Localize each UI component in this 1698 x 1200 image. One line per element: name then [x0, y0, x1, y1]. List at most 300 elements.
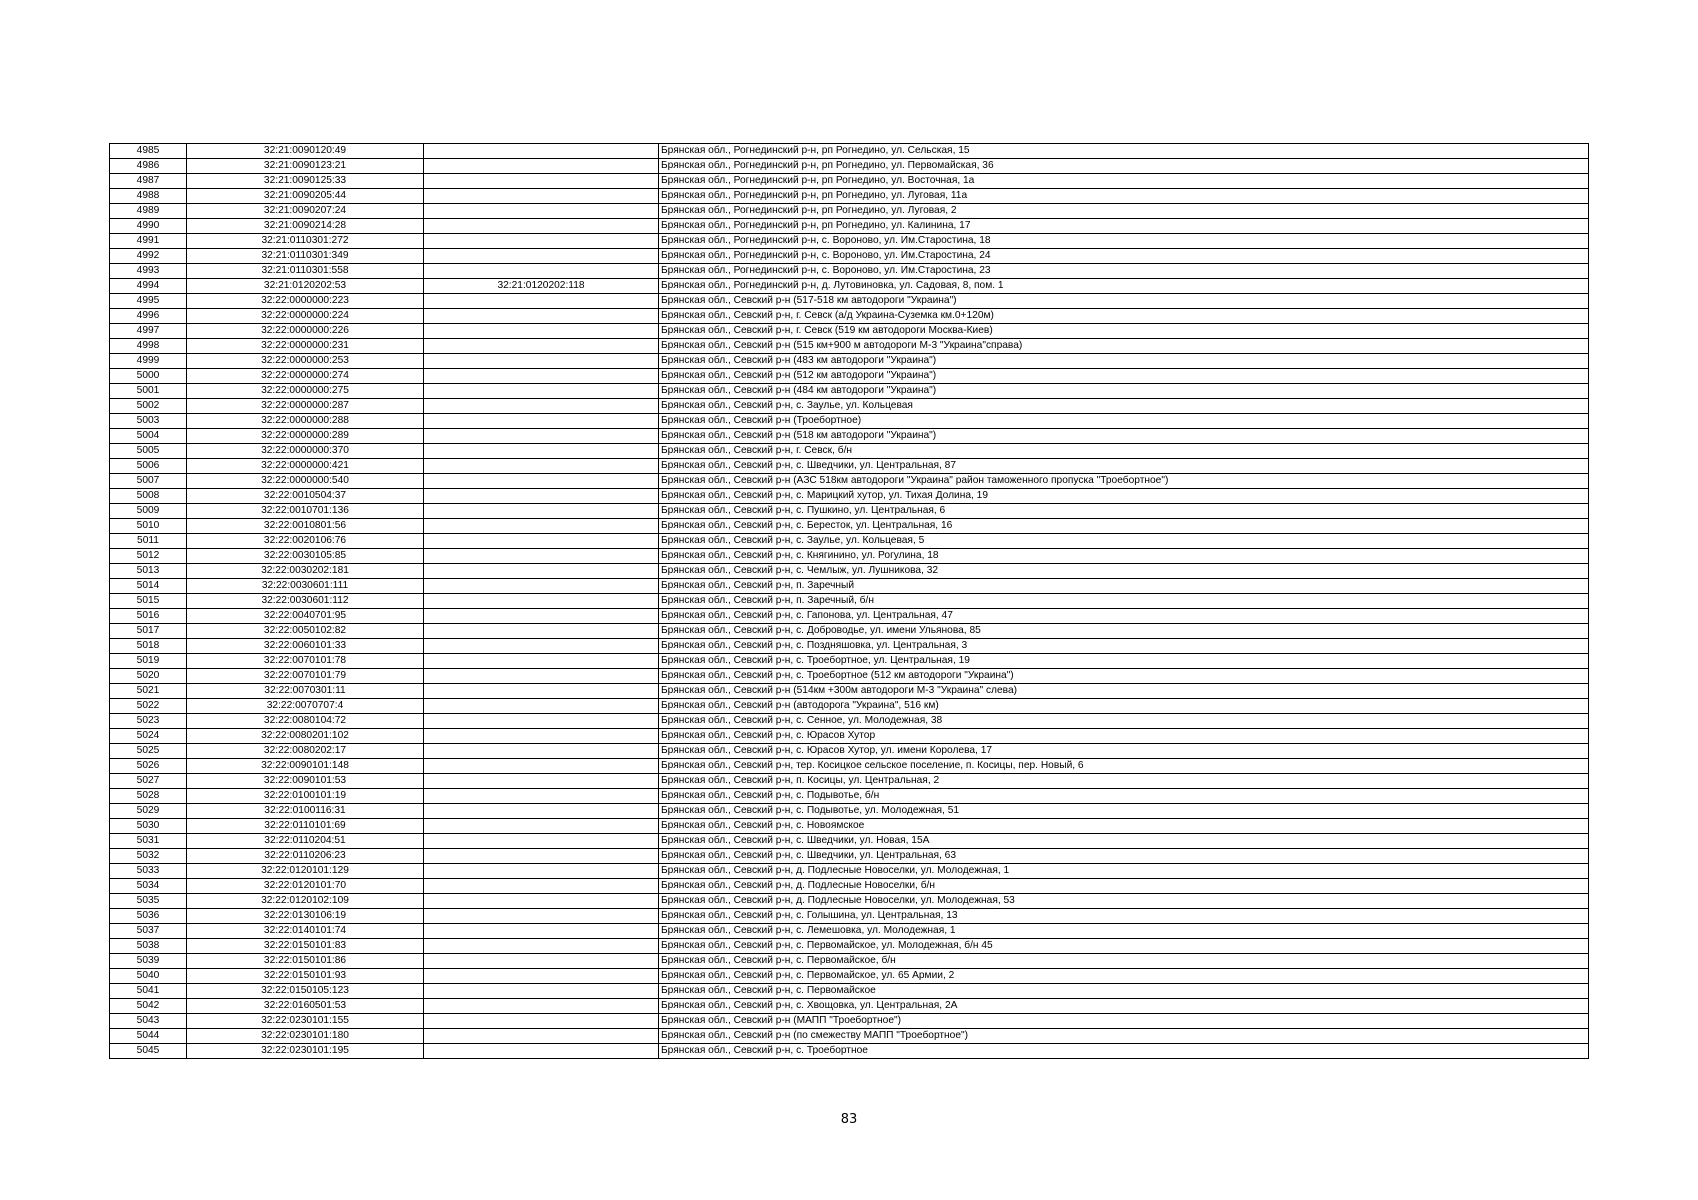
cadastral-number-cell: 32:22:0150101:86 — [187, 954, 424, 969]
address-cell: Брянская обл., Севский р-н, д. Подлесные Новоселки, ул. Молодежная, 1 — [659, 864, 1589, 879]
row-number-cell: 5037 — [110, 924, 187, 939]
related-cadastral-number-cell — [424, 294, 659, 309]
table-row — [110, 1044, 1589, 1059]
cadastral-number-cell: 32:22:0070101:78 — [187, 654, 424, 669]
related-cadastral-number-cell — [424, 894, 659, 909]
row-number-cell: 5035 — [110, 894, 187, 909]
table-row — [110, 999, 1589, 1014]
related-cadastral-number-cell — [424, 804, 659, 819]
cadastral-number-cell: 32:22:0030601:111 — [187, 579, 424, 594]
address-cell: Брянская обл., Севский р-н, с. Лемешовка, ул. Молодежная, 1 — [659, 924, 1589, 939]
cadastral-number-cell: 32:22:0080202:17 — [187, 744, 424, 759]
address-cell: Брянская обл., Севский р-н, с. Поздняшовка, ул. Центральная, 3 — [659, 639, 1589, 654]
cadastral-number-cell: 32:22:0140101:74 — [187, 924, 424, 939]
table-row — [110, 609, 1589, 624]
cadastral-number-cell: 32:21:0090125:33 — [187, 174, 424, 189]
cadastral-number-cell: 32:22:0010701:136 — [187, 504, 424, 519]
table-row — [110, 939, 1589, 954]
table-row — [110, 789, 1589, 804]
row-number-cell: 5015 — [110, 594, 187, 609]
table-row — [110, 294, 1589, 309]
related-cadastral-number-cell — [424, 399, 659, 414]
table-row — [110, 324, 1589, 339]
row-number-cell: 5024 — [110, 729, 187, 744]
address-cell: Брянская обл., Рогнединский р-н, рп Рогнедино, ул. Восточная, 1а — [659, 174, 1589, 189]
cadastral-number-cell: 32:22:0110101:69 — [187, 819, 424, 834]
registry-table — [109, 143, 1589, 1059]
table-row — [110, 909, 1589, 924]
address-cell: Брянская обл., Севский р-н (МАПП "Троебортное") — [659, 1014, 1589, 1029]
table-row — [110, 384, 1589, 399]
table-row — [110, 474, 1589, 489]
table-row — [110, 159, 1589, 174]
related-cadastral-number-cell — [424, 924, 659, 939]
row-number-cell: 5034 — [110, 879, 187, 894]
address-cell: Брянская обл., Севский р-н, с. Троебортное — [659, 1044, 1589, 1059]
address-cell: Брянская обл., Севский р-н, с. Новоямское — [659, 819, 1589, 834]
row-number-cell: 5029 — [110, 804, 187, 819]
table-row — [110, 354, 1589, 369]
table-row — [110, 579, 1589, 594]
cadastral-number-cell: 32:21:0090120:49 — [187, 144, 424, 159]
cadastral-number-cell: 32:22:0000000:421 — [187, 459, 424, 474]
row-number-cell: 4990 — [110, 219, 187, 234]
row-number-cell: 5022 — [110, 699, 187, 714]
row-number-cell: 5030 — [110, 819, 187, 834]
related-cadastral-number-cell — [424, 849, 659, 864]
address-cell: Брянская обл., Севский р-н, с. Первомайское, б/н — [659, 954, 1589, 969]
address-cell: Брянская обл., Севский р-н (484 км автодороги "Украина") — [659, 384, 1589, 399]
cadastral-number-cell: 32:22:0000000:370 — [187, 444, 424, 459]
row-number-cell: 5036 — [110, 909, 187, 924]
address-cell: Брянская обл., Севский р-н (517-518 км автодороги "Украина") — [659, 294, 1589, 309]
related-cadastral-number-cell — [424, 384, 659, 399]
cadastral-number-cell: 32:22:0120101:129 — [187, 864, 424, 879]
related-cadastral-number-cell — [424, 864, 659, 879]
related-cadastral-number-cell — [424, 909, 659, 924]
cadastral-number-cell: 32:22:0070101:79 — [187, 669, 424, 684]
cadastral-number-cell: 32:22:0080201:102 — [187, 729, 424, 744]
table-row — [110, 204, 1589, 219]
cadastral-number-cell: 32:22:0070301:11 — [187, 684, 424, 699]
cadastral-number-cell: 32:22:0000000:289 — [187, 429, 424, 444]
row-number-cell: 5043 — [110, 1014, 187, 1029]
cadastral-number-cell: 32:22:0050102:82 — [187, 624, 424, 639]
cadastral-number-cell: 32:22:0030601:112 — [187, 594, 424, 609]
cadastral-number-cell: 32:22:0070707:4 — [187, 699, 424, 714]
table-row — [110, 249, 1589, 264]
table-row — [110, 984, 1589, 999]
cadastral-number-cell: 32:22:0150105:123 — [187, 984, 424, 999]
row-number-cell: 5019 — [110, 654, 187, 669]
row-number-cell: 4987 — [110, 174, 187, 189]
table-row — [110, 399, 1589, 414]
related-cadastral-number-cell — [424, 564, 659, 579]
related-cadastral-number-cell — [424, 1029, 659, 1044]
related-cadastral-number-cell — [424, 144, 659, 159]
address-cell: Брянская обл., Рогнединский р-н, рп Рогнедино, ул. Калинина, 17 — [659, 219, 1589, 234]
address-cell: Брянская обл., Севский р-н, с. Голышина, ул. Центральная, 13 — [659, 909, 1589, 924]
related-cadastral-number-cell — [424, 459, 659, 474]
cadastral-number-cell: 32:22:0000000:223 — [187, 294, 424, 309]
related-cadastral-number-cell — [424, 789, 659, 804]
cadastral-number-cell: 32:22:0060101:33 — [187, 639, 424, 654]
related-cadastral-number-cell — [424, 984, 659, 999]
table-row — [110, 834, 1589, 849]
address-cell: Брянская обл., Севский р-н, с. Первомайское — [659, 984, 1589, 999]
cadastral-number-cell: 32:22:0010801:56 — [187, 519, 424, 534]
related-cadastral-number-cell — [424, 609, 659, 624]
cadastral-number-cell: 32:22:0110204:51 — [187, 834, 424, 849]
cadastral-number-cell: 32:21:0120202:53 — [187, 279, 424, 294]
row-number-cell: 5012 — [110, 549, 187, 564]
address-cell: Брянская обл., Рогнединский р-н, д. Лутовиновка, ул. Садовая, 8, пом. 1 — [659, 279, 1589, 294]
row-number-cell: 5007 — [110, 474, 187, 489]
related-cadastral-number-cell — [424, 819, 659, 834]
address-cell: Брянская обл., Севский р-н, с. Подывотье, б/н — [659, 789, 1589, 804]
row-number-cell: 4988 — [110, 189, 187, 204]
table-row — [110, 1029, 1589, 1044]
related-cadastral-number-cell — [424, 444, 659, 459]
address-cell: Брянская обл., Севский р-н, с. Пушкино, ул. Центральная, 6 — [659, 504, 1589, 519]
cadastral-number-cell: 32:22:0090101:53 — [187, 774, 424, 789]
related-cadastral-number-cell — [424, 624, 659, 639]
address-cell: Брянская обл., Рогнединский р-н, с. Вороново, ул. Им.Старостина, 23 — [659, 264, 1589, 279]
address-cell: Брянская обл., Севский р-н, д. Подлесные Новоселки, ул. Молодежная, 53 — [659, 894, 1589, 909]
cadastral-number-cell: 32:22:0000000:224 — [187, 309, 424, 324]
table-row — [110, 144, 1589, 159]
row-number-cell: 5039 — [110, 954, 187, 969]
cadastral-number-cell: 32:21:0090207:24 — [187, 204, 424, 219]
row-number-cell: 5003 — [110, 414, 187, 429]
cadastral-number-cell: 32:22:0030105:85 — [187, 549, 424, 564]
address-cell: Брянская обл., Севский р-н, п. Заречный — [659, 579, 1589, 594]
related-cadastral-number-cell — [424, 309, 659, 324]
address-cell: Брянская обл., Севский р-н, с. Княгинино, ул. Рогулина, 18 — [659, 549, 1589, 564]
related-cadastral-number-cell — [424, 879, 659, 894]
address-cell: Брянская обл., Севский р-н, п. Заречный, б/н — [659, 594, 1589, 609]
related-cadastral-number-cell — [424, 654, 659, 669]
table-row — [110, 714, 1589, 729]
table-row — [110, 189, 1589, 204]
address-cell: Брянская обл., Севский р-н (Троебортное) — [659, 414, 1589, 429]
table-row — [110, 594, 1589, 609]
related-cadastral-number-cell — [424, 414, 659, 429]
table-row — [110, 1014, 1589, 1029]
cadastral-number-cell: 32:21:0090123:21 — [187, 159, 424, 174]
related-cadastral-number-cell — [424, 1014, 659, 1029]
row-number-cell: 5018 — [110, 639, 187, 654]
related-cadastral-number-cell — [424, 744, 659, 759]
table-row — [110, 969, 1589, 984]
related-cadastral-number-cell — [424, 759, 659, 774]
cadastral-number-cell: 32:21:0090205:44 — [187, 189, 424, 204]
related-cadastral-number-cell — [424, 249, 659, 264]
related-cadastral-number-cell: 32:21:0120202:118 — [424, 279, 659, 294]
row-number-cell: 5000 — [110, 369, 187, 384]
address-cell: Брянская обл., Севский р-н, с. Троебортное, ул. Центральная, 19 — [659, 654, 1589, 669]
table-row — [110, 894, 1589, 909]
row-number-cell: 5044 — [110, 1029, 187, 1044]
address-cell: Брянская обл., Севский р-н, с. Юрасов Хутор, ул. имени Королева, 17 — [659, 744, 1589, 759]
cadastral-number-cell: 32:22:0000000:226 — [187, 324, 424, 339]
related-cadastral-number-cell — [424, 189, 659, 204]
row-number-cell: 5001 — [110, 384, 187, 399]
table-row — [110, 369, 1589, 384]
table-row — [110, 699, 1589, 714]
table-row — [110, 624, 1589, 639]
row-number-cell: 5017 — [110, 624, 187, 639]
table-row — [110, 534, 1589, 549]
table-row — [110, 549, 1589, 564]
cadastral-number-cell: 32:22:0100101:19 — [187, 789, 424, 804]
related-cadastral-number-cell — [424, 999, 659, 1014]
row-number-cell: 4994 — [110, 279, 187, 294]
row-number-cell: 5020 — [110, 669, 187, 684]
address-cell: Брянская обл., Севский р-н, с. Гапонова, ул. Центральная, 47 — [659, 609, 1589, 624]
cadastral-number-cell: 32:22:0230101:155 — [187, 1014, 424, 1029]
row-number-cell: 4998 — [110, 339, 187, 354]
row-number-cell: 5041 — [110, 984, 187, 999]
table-row — [110, 639, 1589, 654]
address-cell: Брянская обл., Севский р-н, д. Подлесные Новоселки, б/н — [659, 879, 1589, 894]
related-cadastral-number-cell — [424, 429, 659, 444]
row-number-cell: 5010 — [110, 519, 187, 534]
address-cell: Брянская обл., Севский р-н, с. Хвощовка, ул. Центральная, 2А — [659, 999, 1589, 1014]
address-cell: Брянская обл., Рогнединский р-н, с. Вороново, ул. Им.Старостина, 18 — [659, 234, 1589, 249]
related-cadastral-number-cell — [424, 699, 659, 714]
address-cell: Брянская обл., Севский р-н, с. Шведчики, ул. Новая, 15А — [659, 834, 1589, 849]
row-number-cell: 4997 — [110, 324, 187, 339]
table-row — [110, 279, 1589, 294]
row-number-cell: 5032 — [110, 849, 187, 864]
page-number: 83 — [840, 1112, 858, 1127]
cadastral-number-cell: 32:21:0090214:28 — [187, 219, 424, 234]
address-cell: Брянская обл., Севский р-н (518 км автодороги "Украина") — [659, 429, 1589, 444]
address-cell: Брянская обл., Севский р-н (483 км автодороги "Украина") — [659, 354, 1589, 369]
row-number-cell: 4992 — [110, 249, 187, 264]
address-cell: Брянская обл., Севский р-н, с. Первомайское, ул. 65 Армии, 2 — [659, 969, 1589, 984]
row-number-cell: 5004 — [110, 429, 187, 444]
row-number-cell: 5045 — [110, 1044, 187, 1059]
cadastral-number-cell: 32:22:0150101:93 — [187, 969, 424, 984]
cadastral-number-cell: 32:22:0110206:23 — [187, 849, 424, 864]
cadastral-number-cell: 32:22:0160501:53 — [187, 999, 424, 1014]
address-cell: Брянская обл., Севский р-н, г. Севск (519 км автодороги Москва-Киев) — [659, 324, 1589, 339]
related-cadastral-number-cell — [424, 264, 659, 279]
cadastral-number-cell: 32:22:0120102:109 — [187, 894, 424, 909]
row-number-cell: 4995 — [110, 294, 187, 309]
table-row — [110, 339, 1589, 354]
table-row — [110, 654, 1589, 669]
cadastral-number-cell: 32:22:0100116:31 — [187, 804, 424, 819]
table-row — [110, 414, 1589, 429]
related-cadastral-number-cell — [424, 639, 659, 654]
related-cadastral-number-cell — [424, 669, 659, 684]
related-cadastral-number-cell — [424, 339, 659, 354]
table-row — [110, 519, 1589, 534]
related-cadastral-number-cell — [424, 234, 659, 249]
row-number-cell: 4996 — [110, 309, 187, 324]
address-cell: Брянская обл., Севский р-н, с. Чемлыж, ул. Лушникова, 32 — [659, 564, 1589, 579]
row-number-cell: 5031 — [110, 834, 187, 849]
address-cell: Брянская обл., Севский р-н, с. Юрасов Хутор — [659, 729, 1589, 744]
cadastral-number-cell: 32:22:0120101:70 — [187, 879, 424, 894]
table-row — [110, 729, 1589, 744]
cadastral-number-cell: 32:22:0010504:37 — [187, 489, 424, 504]
cadastral-number-cell: 32:22:0000000:253 — [187, 354, 424, 369]
table-row — [110, 954, 1589, 969]
related-cadastral-number-cell — [424, 519, 659, 534]
cadastral-number-cell: 32:22:0000000:287 — [187, 399, 424, 414]
related-cadastral-number-cell — [424, 714, 659, 729]
row-number-cell: 4991 — [110, 234, 187, 249]
table-row — [110, 174, 1589, 189]
table-row — [110, 744, 1589, 759]
cadastral-number-cell: 32:22:0000000:275 — [187, 384, 424, 399]
address-cell: Брянская обл., Севский р-н, с. Заулье, ул. Кольцевая, 5 — [659, 534, 1589, 549]
address-cell: Брянская обл., Севский р-н (АЗС 518км автодороги "Украина" район таможенного пропуска "Троебортное") — [659, 474, 1589, 489]
cadastral-number-cell: 32:21:0110301:558 — [187, 264, 424, 279]
address-cell: Брянская обл., Севский р-н, с. Троебортное (512 км автодороги "Украина") — [659, 669, 1589, 684]
cadastral-number-cell: 32:22:0000000:540 — [187, 474, 424, 489]
row-number-cell: 5026 — [110, 759, 187, 774]
table-row — [110, 849, 1589, 864]
row-number-cell: 5002 — [110, 399, 187, 414]
table-row — [110, 264, 1589, 279]
registry-table-body — [110, 144, 1589, 1059]
address-cell: Брянская обл., Севский р-н, тер. Косицкое сельское поселение, п. Косицы, пер. Новый, 6 — [659, 759, 1589, 774]
related-cadastral-number-cell — [424, 954, 659, 969]
row-number-cell: 4986 — [110, 159, 187, 174]
table-row — [110, 564, 1589, 579]
row-number-cell: 5008 — [110, 489, 187, 504]
row-number-cell: 5013 — [110, 564, 187, 579]
row-number-cell: 5027 — [110, 774, 187, 789]
row-number-cell: 4993 — [110, 264, 187, 279]
address-cell: Брянская обл., Рогнединский р-н, рп Рогнедино, ул. Первомайская, 36 — [659, 159, 1589, 174]
table-row — [110, 489, 1589, 504]
related-cadastral-number-cell — [424, 219, 659, 234]
row-number-cell: 4989 — [110, 204, 187, 219]
address-cell: Брянская обл., Севский р-н (514км +300м автодороги М-3 "Украина" слева) — [659, 684, 1589, 699]
cadastral-number-cell: 32:22:0020106:76 — [187, 534, 424, 549]
related-cadastral-number-cell — [424, 489, 659, 504]
row-number-cell: 4999 — [110, 354, 187, 369]
address-cell: Брянская обл., Севский р-н, п. Косицы, ул. Центральная, 2 — [659, 774, 1589, 789]
table-row — [110, 234, 1589, 249]
related-cadastral-number-cell — [424, 729, 659, 744]
cadastral-number-cell: 32:22:0230101:195 — [187, 1044, 424, 1059]
row-number-cell: 5009 — [110, 504, 187, 519]
table-row — [110, 804, 1589, 819]
table-row — [110, 309, 1589, 324]
row-number-cell: 5033 — [110, 864, 187, 879]
cadastral-number-cell: 32:21:0110301:272 — [187, 234, 424, 249]
address-cell: Брянская обл., Севский р-н (515 км+900 м автодороги М-3 "Украина"справа) — [659, 339, 1589, 354]
row-number-cell: 5005 — [110, 444, 187, 459]
cadastral-number-cell: 32:22:0130106:19 — [187, 909, 424, 924]
address-cell: Брянская обл., Севский р-н (512 км автодороги "Украина") — [659, 369, 1589, 384]
related-cadastral-number-cell — [424, 579, 659, 594]
address-cell: Брянская обл., Севский р-н, с. Первомайское, ул. Молодежная, б/н 45 — [659, 939, 1589, 954]
related-cadastral-number-cell — [424, 324, 659, 339]
related-cadastral-number-cell — [424, 834, 659, 849]
related-cadastral-number-cell — [424, 939, 659, 954]
address-cell: Брянская обл., Севский р-н, с. Бересток, ул. Центральная, 16 — [659, 519, 1589, 534]
address-cell: Брянская обл., Севский р-н, с. Сенное, ул. Молодежная, 38 — [659, 714, 1589, 729]
address-cell: Брянская обл., Севский р-н, г. Севск, б/н — [659, 444, 1589, 459]
table-row — [110, 504, 1589, 519]
cadastral-number-cell: 32:22:0230101:180 — [187, 1029, 424, 1044]
cadastral-number-cell: 32:22:0000000:231 — [187, 339, 424, 354]
address-cell: Брянская обл., Севский р-н, с. Подывотье, ул. Молодежная, 51 — [659, 804, 1589, 819]
table-row — [110, 924, 1589, 939]
address-cell: Брянская обл., Рогнединский р-н, рп Рогнедино, ул. Луговая, 2 — [659, 204, 1589, 219]
row-number-cell: 5025 — [110, 744, 187, 759]
table-row — [110, 429, 1589, 444]
row-number-cell: 5016 — [110, 609, 187, 624]
row-number-cell: 5028 — [110, 789, 187, 804]
cadastral-number-cell: 32:22:0000000:288 — [187, 414, 424, 429]
cadastral-number-cell: 32:22:0080104:72 — [187, 714, 424, 729]
row-number-cell: 5021 — [110, 684, 187, 699]
address-cell: Брянская обл., Севский р-н, с. Шведчики, ул. Центральная, 87 — [659, 459, 1589, 474]
table-row — [110, 759, 1589, 774]
address-cell: Брянская обл., Севский р-н (по смежеству МАПП "Троебортное") — [659, 1029, 1589, 1044]
related-cadastral-number-cell — [424, 534, 659, 549]
cadastral-number-cell: 32:22:0030202:181 — [187, 564, 424, 579]
related-cadastral-number-cell — [424, 354, 659, 369]
related-cadastral-number-cell — [424, 594, 659, 609]
row-number-cell: 5038 — [110, 939, 187, 954]
table-row — [110, 459, 1589, 474]
row-number-cell: 4985 — [110, 144, 187, 159]
cadastral-number-cell: 32:21:0110301:349 — [187, 249, 424, 264]
cadastral-number-cell: 32:22:0150101:83 — [187, 939, 424, 954]
related-cadastral-number-cell — [424, 1044, 659, 1059]
table-row — [110, 879, 1589, 894]
table-row — [110, 669, 1589, 684]
address-cell: Брянская обл., Рогнединский р-н, рп Рогнедино, ул. Луговая, 11а — [659, 189, 1589, 204]
related-cadastral-number-cell — [424, 474, 659, 489]
related-cadastral-number-cell — [424, 504, 659, 519]
related-cadastral-number-cell — [424, 684, 659, 699]
related-cadastral-number-cell — [424, 969, 659, 984]
row-number-cell: 5014 — [110, 579, 187, 594]
address-cell: Брянская обл., Севский р-н, с. Шведчики, ул. Центральная, 63 — [659, 849, 1589, 864]
table-row — [110, 864, 1589, 879]
address-cell: Брянская обл., Рогнединский р-н, с. Вороново, ул. Им.Старостина, 24 — [659, 249, 1589, 264]
table-row — [110, 819, 1589, 834]
row-number-cell: 5040 — [110, 969, 187, 984]
related-cadastral-number-cell — [424, 159, 659, 174]
cadastral-number-cell: 32:22:0000000:274 — [187, 369, 424, 384]
table-row — [110, 684, 1589, 699]
address-cell: Брянская обл., Севский р-н, с. Марицкий хутор, ул. Тихая Долина, 19 — [659, 489, 1589, 504]
related-cadastral-number-cell — [424, 204, 659, 219]
address-cell: Брянская обл., Севский р-н (автодорога "Украина", 516 км) — [659, 699, 1589, 714]
table-row — [110, 774, 1589, 789]
address-cell: Брянская обл., Севский р-н, с. Доброводье, ул. имени Ульянова, 85 — [659, 624, 1589, 639]
address-cell: Брянская обл., Севский р-н, г. Севск (а/д Украина-Суземка км.0+120м) — [659, 309, 1589, 324]
address-cell: Брянская обл., Рогнединский р-н, рп Рогнедино, ул. Сельская, 15 — [659, 144, 1589, 159]
related-cadastral-number-cell — [424, 774, 659, 789]
related-cadastral-number-cell — [424, 174, 659, 189]
related-cadastral-number-cell — [424, 369, 659, 384]
table-row — [110, 444, 1589, 459]
cadastral-number-cell: 32:22:0040701:95 — [187, 609, 424, 624]
